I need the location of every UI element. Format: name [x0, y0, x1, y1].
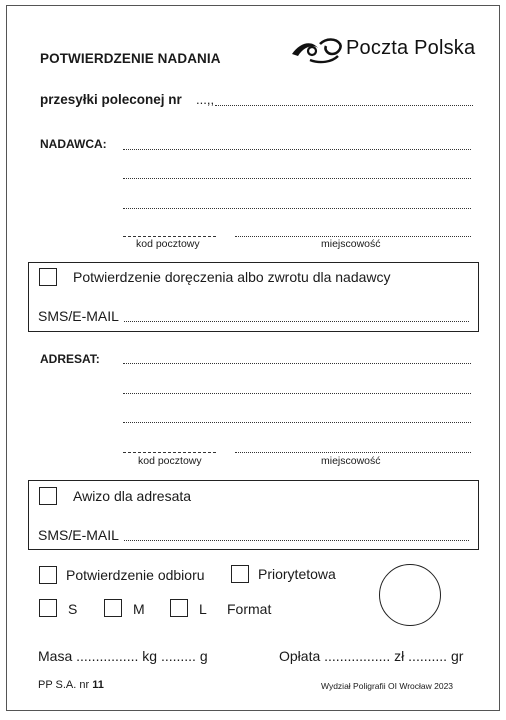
postmark-circle: [379, 564, 441, 626]
recipient-label: ADRESAT:: [40, 352, 100, 366]
size-m-label: M: [133, 601, 145, 617]
recipient-line-3[interactable]: [123, 422, 471, 423]
sender-city-field[interactable]: [235, 236, 471, 237]
gr-unit: gr: [450, 648, 464, 664]
logo-text: Poczta Polska: [346, 37, 476, 59]
size-s-checkbox[interactable]: [39, 599, 57, 617]
mass-label: Masa: [38, 648, 73, 664]
size-l-checkbox[interactable]: [170, 599, 188, 617]
fee-zl-field[interactable]: .................: [324, 648, 391, 664]
receipt-confirmation-checkbox[interactable]: [39, 566, 57, 584]
sender-postal-code-field[interactable]: [123, 236, 216, 237]
form-code: [38, 679, 104, 691]
recipient-city-caption: miejscowość: [321, 455, 381, 467]
form-code-prefix: PP S.A. nr: [38, 679, 90, 691]
form-page: [6, 5, 500, 711]
recipient-postal-code-caption: kod pocztowy: [138, 455, 202, 467]
delivery-sms-label: SMS/E-MAIL: [38, 308, 119, 324]
kg-unit: kg: [142, 648, 158, 664]
priority-label: Priorytetowa: [258, 566, 336, 582]
fee-line: [279, 648, 463, 664]
g-unit: g: [199, 648, 208, 664]
format-label: Format: [227, 601, 272, 617]
mass-g-field[interactable]: .........: [160, 648, 196, 664]
sender-line-2[interactable]: [123, 178, 471, 179]
post-horn-icon: [290, 36, 344, 69]
sender-city-caption: miejscowość: [321, 238, 381, 250]
recipient-line-1[interactable]: [123, 363, 471, 364]
delivery-confirmation-label: Potwierdzenie doręczenia albo zwrotu dla nadawcy: [73, 269, 391, 285]
sender-label: NADAWCA:: [40, 137, 107, 151]
recipient-city-field[interactable]: [235, 452, 471, 453]
fee-label: Opłata: [279, 648, 321, 664]
delivery-confirmation-checkbox[interactable]: [39, 268, 57, 286]
delivery-sms-field[interactable]: [124, 321, 469, 322]
notice-sms-label: SMS/E-MAIL: [38, 527, 119, 543]
form-title: POTWIERDZENIE NADANIA: [40, 51, 221, 66]
printer-info: Wydział Poligrafii OI Wrocław 2023: [321, 681, 454, 691]
shipment-number-label: przesyłki poleconej nr: [40, 92, 182, 107]
recipient-postal-code-field[interactable]: [123, 452, 216, 453]
notice-checkbox[interactable]: [39, 487, 57, 505]
shipment-number-field[interactable]: [215, 105, 473, 106]
sender-postal-code-caption: kod pocztowy: [136, 238, 200, 250]
notice-sms-field[interactable]: [124, 540, 469, 541]
size-l-label: L: [199, 601, 207, 617]
receipt-confirmation-label: Potwierdzenie odbioru: [66, 567, 205, 583]
sender-line-3[interactable]: [123, 208, 471, 209]
size-s-label: S: [68, 601, 78, 617]
notice-label: Awizo dla adresata: [73, 488, 192, 504]
shipment-number-prefix: ...,,: [196, 92, 215, 107]
mass-kg-field[interactable]: ................: [76, 648, 139, 664]
priority-checkbox[interactable]: [231, 565, 249, 583]
mass-line: [38, 648, 208, 664]
zl-unit: zł: [394, 648, 405, 664]
fee-gr-field[interactable]: ..........: [408, 648, 448, 664]
form-code-number: 11: [92, 679, 104, 691]
recipient-line-2[interactable]: [123, 393, 471, 394]
sender-line-1[interactable]: [123, 149, 471, 150]
size-m-checkbox[interactable]: [104, 599, 122, 617]
